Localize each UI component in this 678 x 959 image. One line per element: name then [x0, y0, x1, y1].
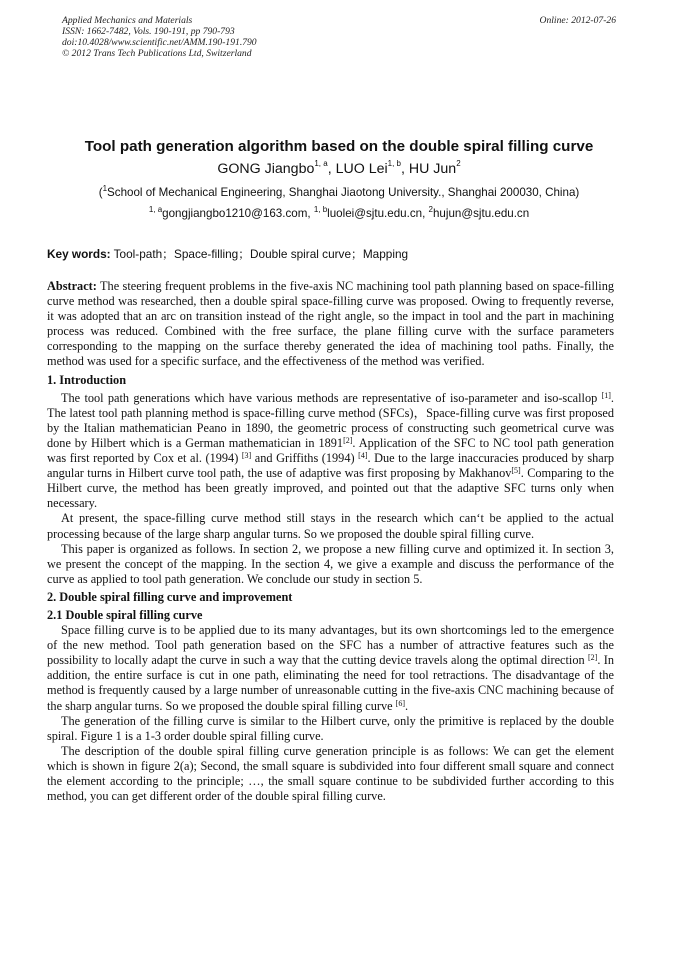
email-list	[40, 207, 638, 220]
text-run: . Comparing to the Hilbert curve, the method has been greatly improved, and pointed out that the adaptive SFC turns only when necessary.	[47, 466, 614, 511]
author-list	[40, 161, 638, 177]
citation: [6]	[395, 698, 405, 708]
online-date: Online: 2012-07-26	[539, 15, 616, 26]
journal-issn: ISSN: 1662-7482, Vols. 190-191, pp 790-793	[62, 26, 235, 37]
subsection-heading: 2.1 Double spiral filling curve	[47, 607, 203, 622]
paragraph: The generation of the filling curve is similar to the Hilbert curve, only the primitive is replaced by the double spiral. Figure 1 is a 1-3 order double spiral filling curve.	[47, 713, 614, 743]
journal-header	[62, 15, 257, 59]
author-name: HU Jun	[408, 161, 457, 177]
email-mark: 2	[428, 205, 433, 214]
author-affil-mark: 1, a	[314, 159, 328, 168]
text-run: . Due to the large inaccuracies produced by sharp angular turns in Hilbert curve tool path, the use of adaptive was first proposing by Makhanov	[47, 451, 614, 481]
citation: [1]	[601, 390, 611, 400]
paper-body	[47, 279, 614, 804]
section-heading: 1. Introduction	[47, 372, 127, 387]
text-run: The tool path generations which have various methods are representative of iso-parameter and iso-scallop	[61, 390, 602, 405]
section-heading: 2. Double spiral filling curve and improvement	[47, 589, 293, 604]
email-mark: 1, b	[313, 205, 328, 214]
text-run: Space filling curve is to be applied due to its many advantages, but its own shortcomings led to the emergence of the new method. Tool path generation based on the SFC has a number of attractive features such as the possibility to locally adapt the curve in such a way that the cutting device travels along the optimal direction	[47, 623, 614, 668]
paragraph: The description of the double spiral filling curve generation principle is as follows: We can get the element which is shown in figure 2(a); Second, the small square is subdivided into four different small square and connect the element according to the principle; …, the small square continue to be subdivided further according to this method, you can get different order of the double spiral filling curve.	[47, 743, 614, 804]
author-name: GONG Jiangbo	[217, 161, 315, 177]
paper-title: Tool path generation algorithm based on the double spiral filling curve	[84, 138, 594, 155]
affiliation-text: School of Mechanical Engineering, Shanghai Jiaotong University., Shanghai 200030, China)	[107, 186, 580, 199]
citation: [2]	[588, 653, 598, 663]
abstract	[47, 279, 614, 370]
citation: [4]	[358, 451, 368, 461]
abstract-label: Abstract:	[47, 279, 97, 293]
text-run: . In addition, the entire surface is cut in one path, eliminating the need for tool retractions. The disadvantage of the method is frequently caused by a large number of unreasonable cutting in the five-axis CNC machining because of the sharp angular turns. So we proposed the double spiral filling curve	[47, 653, 614, 713]
affiliation-open: (	[98, 186, 103, 199]
paragraph	[47, 623, 614, 714]
affiliation	[40, 186, 638, 199]
author-affil-mark: 1, b	[387, 159, 401, 168]
keywords	[47, 245, 408, 262]
paragraph: This paper is organized as follows. In section 2, we propose a new filling curve and optimized it. In section 3, we present the concept of the mapping. In the section 4, we give a example and discuss the performance of the curve as applied to tool path generation. We conclude our study in section 5.	[47, 541, 614, 586]
text-run: . Application of the SFC to NC tool path generation was first reported by Cox et al. (1994)	[47, 435, 614, 466]
journal-copyright: © 2012 Trans Tech Publications Ltd, Switzerland	[62, 48, 252, 59]
email-address: luolei@sjtu.edu.cn,	[327, 207, 429, 220]
citation: [5]	[511, 466, 521, 476]
email-address: gongjiangbo1210@163.com,	[162, 207, 314, 220]
affiliation-mark: 1	[102, 184, 108, 193]
citation: [3]	[241, 451, 252, 461]
citation: [2]	[343, 435, 353, 445]
email-mark: 1, a	[148, 205, 163, 214]
text-run: . The latest tool path planning method is space-filling curve method (SFCs)，Space-filling curve was first proposed by the Italian mathematician Peano in 1890, the geometric process of constructing such geometrical curve was done by Hilbert which is a German mathematician in 1891	[47, 390, 614, 450]
author-affil-mark: 2	[456, 159, 461, 168]
author-separator: ,	[400, 161, 409, 177]
journal-doi: doi:10.4028/www.scientific.net/AMM.190-191.790	[62, 37, 257, 48]
email-address: hujun@sjtu.edu.cn	[432, 207, 530, 220]
abstract-text: The steering frequent problems in the five-axis NC machining tool path planning based on space-filling curve method was researched, then a double spiral space-filling curve was proposed. Owing to frequently reverse, it was adopted that an arc on transition instead of the right angle, so the impact in tool and the part in machining process was reduced. Combined with the free surface, the plane filling curve with the surface parameters corresponding to the mapping on the surface thereby generated the idea of machining tool paths. Finally, the method was used for a specific surface, and the effectiveness of the method was verified.	[47, 279, 614, 369]
journal-name: Applied Mechanics and Materials	[62, 15, 193, 26]
paragraph: At present, the space-filling curve method still stays in the research which can‘t be applied to the actual processing because of the large sharp angular turns. So we proposed the double spiral filling curve.	[47, 511, 614, 541]
author-name: LUO Lei	[335, 161, 388, 177]
text-run: and Griffiths (1994)	[251, 451, 359, 466]
paragraph	[47, 391, 614, 512]
keywords-label: Key words:	[47, 247, 111, 261]
keywords-text: Tool-path；Space-filling；Double spiral curve；Mapping	[110, 247, 409, 261]
author-separator: ,	[327, 161, 336, 177]
text-run: .	[405, 698, 409, 713]
